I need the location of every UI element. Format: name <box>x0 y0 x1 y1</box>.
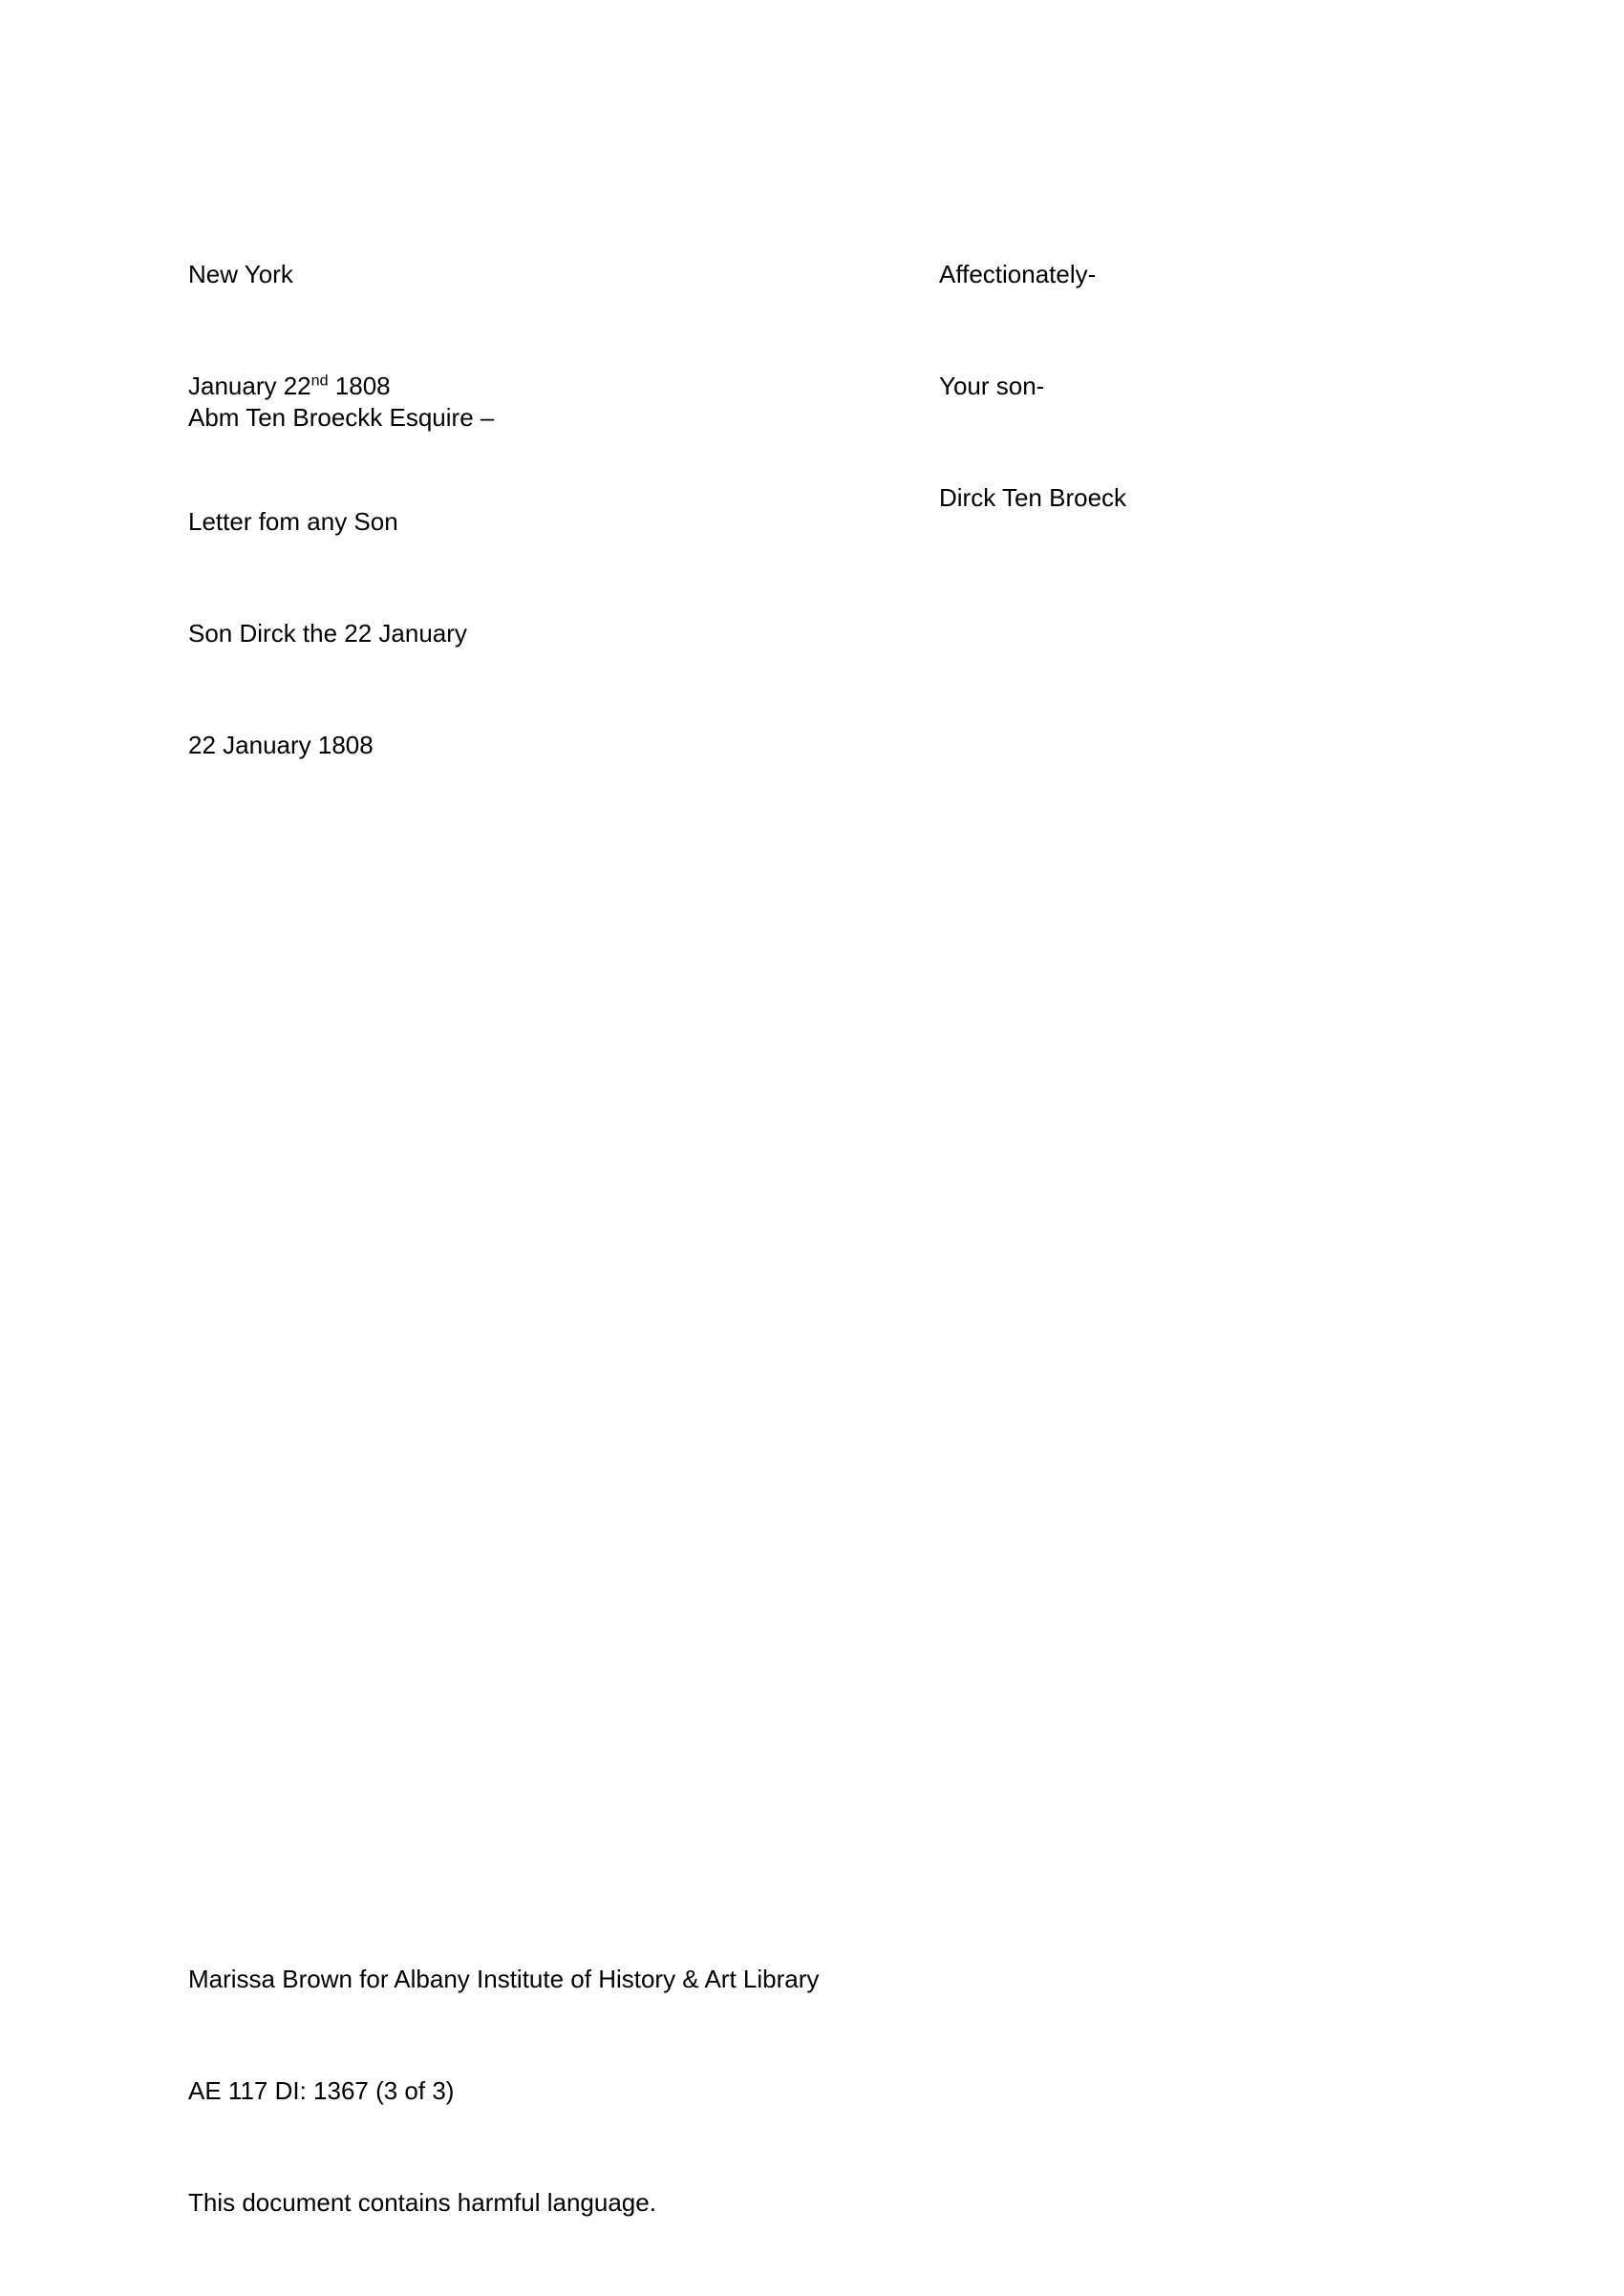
footer-transcriber: Marissa Brown for Albany Institute of History & Art Library <box>188 1965 820 1993</box>
docket-line-3: 22 January 1808 <box>188 731 374 759</box>
closing-salutation: Affectionately- <box>939 260 1097 288</box>
footer-accession: AE 117 DI: 1367 (3 of 3) <box>188 2076 455 2105</box>
dateline-place: New York <box>188 260 293 288</box>
footer-content-warning: This document contains harmful language. <box>188 2188 656 2217</box>
dateline-date-year: 1808 <box>328 372 391 400</box>
closing <box>939 181 1126 591</box>
addressee-line: Abm Ten Broeckk Esquire – <box>188 403 495 432</box>
footer-credit <box>188 1886 819 2296</box>
closing-relation: Your son- <box>939 372 1045 400</box>
docket-line-1: Letter fom any Son <box>188 507 398 536</box>
docket-note <box>188 429 467 839</box>
dateline-date-prefix: January 22 <box>188 372 311 400</box>
closing-signature: Dirck Ten Broeck <box>939 483 1127 512</box>
docket-line-2: Son Dirck the 22 January <box>188 619 467 648</box>
dateline-date-ordinal: nd <box>310 372 329 390</box>
